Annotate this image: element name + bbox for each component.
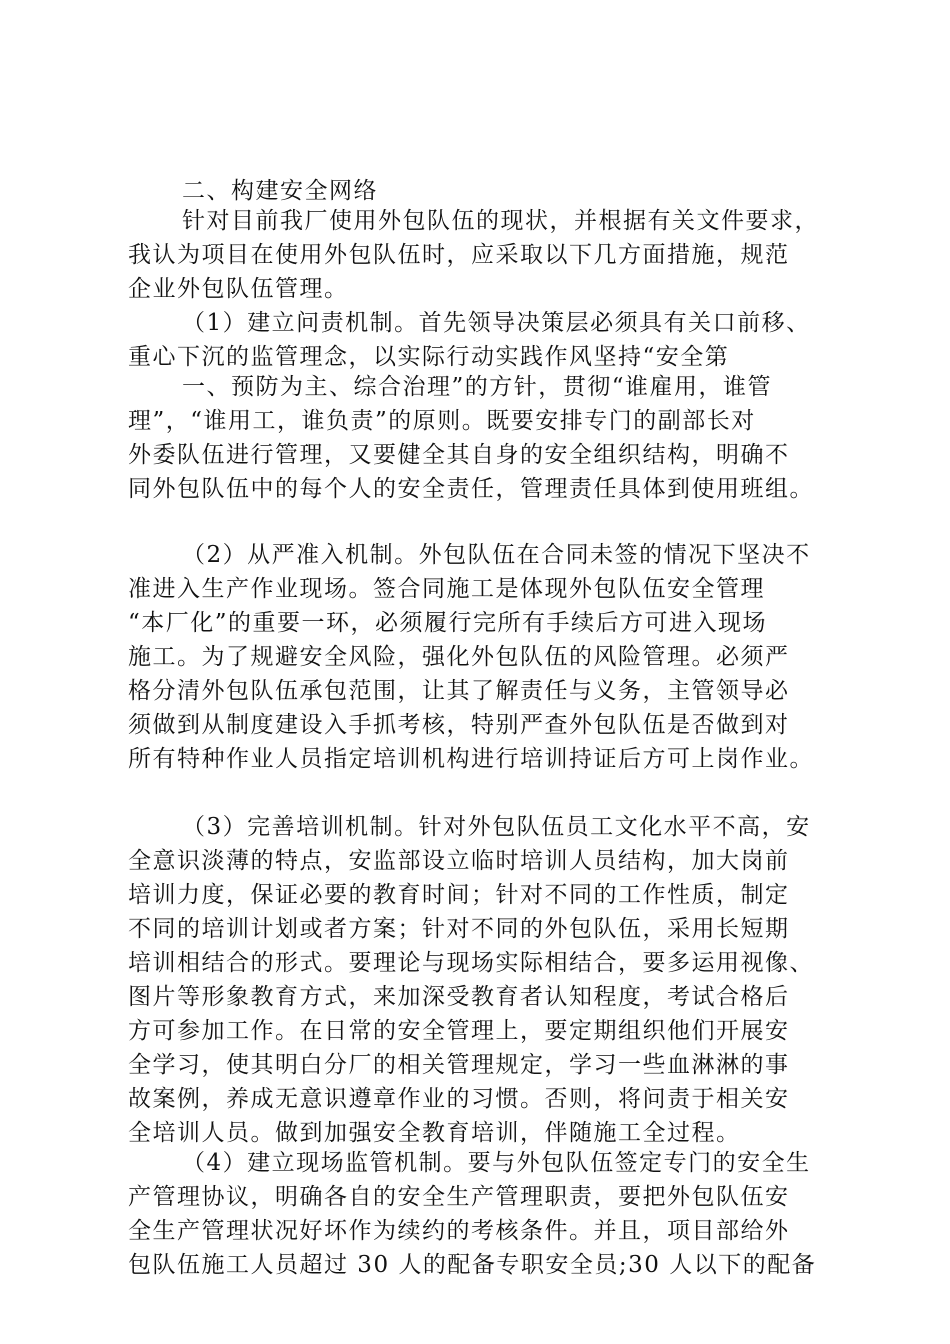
text-line: 全培训人员。做到加强安全教育培训，伴随施工全过程。 [128,1120,741,1146]
text-line: 图片等形象教育方式，来加深受教育者认知程度，考试合格后 [128,984,790,1010]
text-line: 须做到从制度建设入手抓考核，特别严查外包队伍是否做到对 [128,712,790,738]
text-line: （3）完善培训机制。针对外包队伍员工文化水平不高，安 [182,814,811,840]
text-line: 不同的培训计划或者方案；针对不同的外包队伍，采用长短期 [128,916,790,942]
text-line: （1）建立问责机制。首先领导决策层必须具有关口前移、 [182,310,811,336]
text-line: 培训相结合的形式。要理论与现场实际相结合，要多运用视像、 [128,950,814,976]
text-line: 理”，“谁用工，谁负责”的原则。既要安排专门的副部长对 [128,408,756,434]
text-line: 故案例，养成无意识遵章作业的习惯。否则，将问责于相关安 [128,1086,790,1112]
text-line: 培训力度，保证必要的教育时间；针对不同的工作性质，制定 [128,882,790,908]
text-line: 全生产管理状况好坏作为续约的考核条件。并且，项目部给外 [128,1218,790,1244]
text-line: 外委队伍进行管理，又要健全其自身的安全组织结构，明确不 [128,442,790,468]
text-line: 全意识淡薄的特点，安监部设立临时培训人员结构，加大岗前 [128,848,790,874]
text-line: 格分清外包队伍承包范围，让其了解责任与义务，主管领导必 [128,678,790,704]
text-line: 同外包队伍中的每个人的安全责任，管理责任具体到使用班组。 [128,476,814,502]
text-line: 针对目前我厂使用外包队伍的现状，并根据有关文件要求， [182,208,819,234]
text-line: 所有特种作业人员指定培训机构进行培训持证后方可上岗作业。 [128,746,814,772]
text-line: 施工。为了规避安全风险，强化外包队伍的风险管理。必须严 [128,644,790,670]
text-line: 包队伍施工人员超过 30 人的配备专职安全员;30 人以下的配备 [128,1252,817,1278]
text-line: “本厂化”的重要一环，必须履行完所有手续后方可进入现场 [128,610,768,636]
text-line: 产管理协议，明确各自的安全生产管理职责，要把外包队伍安 [128,1184,790,1210]
text-line: 重心下沉的监管理念，以实际行动实践作风坚持“安全第 [128,344,730,370]
text-line: 企业外包队伍管理。 [128,276,349,302]
text-line: （2）从严准入机制。外包队伍在合同未签的情况下坚决不 [182,542,811,568]
text-line: 方可参加工作。在日常的安全管理上，要定期组织他们开展安 [128,1018,790,1044]
text-line: 我认为项目在使用外包队伍时，应采取以下几方面措施，规范 [128,242,790,268]
text-line: 准进入生产作业现场。签合同施工是体现外包队伍安全管理 [128,576,765,602]
section-heading: 二、构建安全网络 [182,178,378,204]
text-line: 一、预防为主、综合治理”的方针，贯彻“谁雇用，谁管 [182,374,773,400]
text-line: （4）建立现场监管机制。要与外包队伍签定专门的安全生 [182,1150,811,1176]
text-line: 全学习，使其明白分厂的相关管理规定，学习一些血淋淋的事 [128,1052,790,1078]
